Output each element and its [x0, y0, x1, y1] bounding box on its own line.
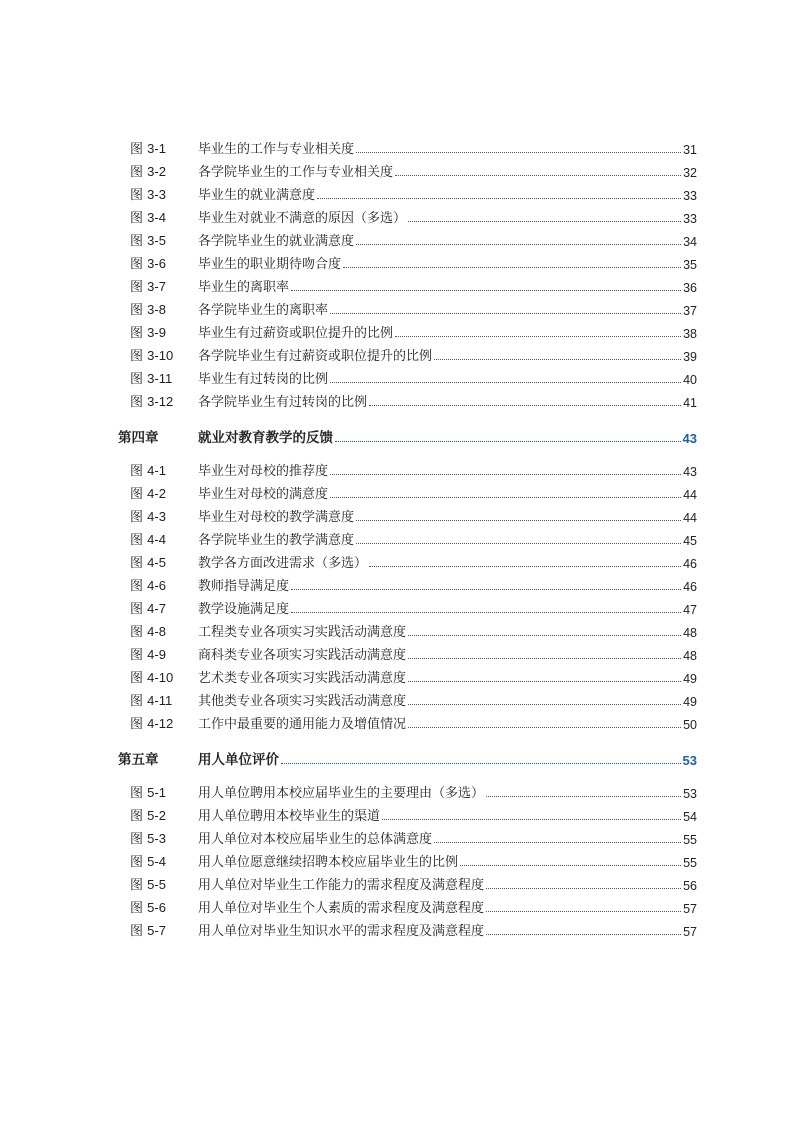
- dot-leader: [395, 175, 681, 176]
- figure-number: 3-10: [147, 348, 174, 363]
- dot-leader: [356, 152, 681, 153]
- figure-number: 5-1: [147, 785, 166, 800]
- figure-prefix: 图: [130, 809, 144, 824]
- figure-prefix: 图: [130, 395, 144, 410]
- toc-figure-entry[interactable]: [118, 341, 697, 364]
- figure-title: 用人单位聘用本校毕业生的渠道: [198, 809, 381, 824]
- figure-number: 3-12: [147, 394, 174, 409]
- figure-title: 用人单位对毕业生个人素质的需求程度及满意程度: [198, 901, 485, 916]
- figure-label: [118, 851, 198, 870]
- chapter-label: 第五章: [118, 752, 159, 768]
- dot-leader: [408, 221, 681, 222]
- figure-prefix: 图: [130, 510, 144, 525]
- figure-title: 各学院毕业生的离职率: [198, 303, 329, 318]
- figure-prefix: 图: [130, 487, 144, 502]
- figure-number: 3-11: [147, 371, 173, 386]
- page-number: 46: [683, 557, 697, 571]
- figure-prefix: 图: [130, 349, 144, 364]
- page-number: 54: [683, 810, 697, 824]
- figure-title: 用人单位对毕业生知识水平的需求程度及满意程度: [198, 924, 485, 939]
- figure-prefix: 图: [130, 257, 144, 272]
- figure-prefix: 图: [130, 694, 144, 709]
- figure-prefix: 图: [130, 648, 144, 663]
- toc-figure-entry[interactable]: [118, 686, 697, 709]
- page-number: 38: [683, 327, 697, 341]
- figure-title: 毕业生有过转岗的比例: [198, 372, 329, 387]
- page-number: 33: [683, 212, 697, 226]
- toc-figure-entry[interactable]: [118, 778, 697, 801]
- page-number: 56: [683, 879, 697, 893]
- dot-leader: [330, 382, 681, 383]
- toc-figure-entry[interactable]: [118, 571, 697, 594]
- figure-prefix: 图: [130, 832, 144, 847]
- figure-title: 毕业生对母校的教学满意度: [198, 510, 355, 525]
- figure-title: 其他类专业各项实习实践活动满意度: [198, 694, 407, 709]
- toc-figure-entry[interactable]: [118, 663, 697, 686]
- figure-prefix: 图: [130, 901, 144, 916]
- figure-number: 3-5: [147, 233, 166, 248]
- toc-figure-entry[interactable]: [118, 525, 697, 548]
- figure-title: 各学院毕业生的教学满意度: [198, 533, 355, 548]
- figure-label: [118, 161, 198, 180]
- figure-label: [118, 276, 198, 295]
- dot-leader: [291, 589, 681, 590]
- figure-label: [118, 184, 198, 203]
- figure-title: 各学院毕业生的就业满意度: [198, 234, 355, 249]
- page-number: 57: [683, 925, 697, 939]
- figure-title: 工程类专业各项实习实践活动满意度: [198, 625, 407, 640]
- figure-prefix: 图: [130, 579, 144, 594]
- figure-prefix: 图: [130, 372, 144, 387]
- figure-number: 3-6: [147, 256, 166, 271]
- page-number: 48: [683, 649, 697, 663]
- page-number: 31: [683, 143, 697, 157]
- figure-label: [118, 782, 198, 801]
- page-number: 46: [683, 580, 697, 594]
- figure-number: 5-7: [147, 923, 166, 938]
- dot-leader: [382, 819, 681, 820]
- toc-figure-entry[interactable]: [118, 709, 697, 732]
- page-number: 57: [683, 902, 697, 916]
- figure-label: [118, 897, 198, 916]
- figure-title: 用人单位愿意继续招聘本校应届毕业生的比例: [198, 855, 459, 870]
- toc-chapter-entry[interactable]: [118, 420, 697, 446]
- figure-title: 毕业生对母校的推荐度: [198, 464, 329, 479]
- figure-number: 4-1: [147, 463, 166, 478]
- figure-number: 4-10: [147, 670, 174, 685]
- figure-label: [118, 667, 198, 686]
- toc-figure-entry[interactable]: [118, 640, 697, 663]
- toc-figure-entry[interactable]: [118, 180, 697, 203]
- dot-leader: [395, 336, 681, 337]
- page-number: 43: [682, 431, 697, 446]
- chapter-label: 第四章: [118, 430, 159, 446]
- figure-prefix: 图: [130, 211, 144, 226]
- toc-figure-entry[interactable]: [118, 387, 697, 410]
- dot-leader: [434, 842, 681, 843]
- figure-number: 5-4: [147, 854, 166, 869]
- chapter-title: 用人单位评价: [198, 752, 279, 768]
- figure-number: 3-7: [147, 279, 166, 294]
- dot-leader: [434, 359, 681, 360]
- toc-figure-entry[interactable]: [118, 295, 697, 318]
- figure-number: 5-3: [147, 831, 166, 846]
- figure-title: 毕业生的就业满意度: [198, 188, 316, 203]
- dot-leader: [408, 658, 681, 659]
- figure-label: [118, 460, 198, 479]
- toc-figure-entry[interactable]: [118, 134, 697, 157]
- figure-number: 3-3: [147, 187, 166, 202]
- figure-number: 4-8: [147, 624, 166, 639]
- figure-label: [118, 552, 198, 571]
- chapter-title: 就业对教育教学的反馈: [198, 430, 333, 446]
- dot-leader: [460, 865, 681, 866]
- page-number: 40: [683, 373, 697, 387]
- toc-chapter-entry[interactable]: [118, 742, 697, 768]
- figure-label: [118, 391, 198, 410]
- figure-number: 4-7: [147, 601, 166, 616]
- figure-label: [118, 621, 198, 640]
- toc-figure-entry[interactable]: [118, 801, 697, 824]
- figure-label: [118, 506, 198, 525]
- figure-prefix: 图: [130, 234, 144, 249]
- dot-leader: [369, 405, 681, 406]
- page-number: 49: [683, 695, 697, 709]
- figure-number: 4-3: [147, 509, 166, 524]
- dot-leader: [408, 704, 681, 705]
- figure-number: 5-2: [147, 808, 166, 823]
- figure-title: 用人单位对本校应届毕业生的总体满意度: [198, 832, 433, 847]
- page-number: 34: [683, 235, 697, 249]
- figure-label: [118, 644, 198, 663]
- figure-number: 4-2: [147, 486, 166, 501]
- page-number: 55: [683, 833, 697, 847]
- dot-leader: [356, 520, 681, 521]
- figure-title: 毕业生对母校的满意度: [198, 487, 329, 502]
- page-number: 43: [683, 465, 697, 479]
- figure-title: 毕业生对就业不满意的原因（多选）: [198, 211, 407, 226]
- dot-leader: [330, 497, 681, 498]
- page-number: 47: [683, 603, 697, 617]
- page-number: 53: [682, 753, 697, 768]
- page-number: 44: [683, 511, 697, 525]
- figure-title: 用人单位聘用本校应届毕业生的主要理由（多选）: [198, 786, 485, 801]
- figure-title: 工作中最重要的通用能力及增值情况: [198, 717, 407, 732]
- figure-label: [118, 575, 198, 594]
- dot-leader: [356, 543, 681, 544]
- figure-number: 3-4: [147, 210, 166, 225]
- page-number: 35: [683, 258, 697, 272]
- dot-leader: [281, 763, 681, 764]
- figure-number: 4-4: [147, 532, 166, 547]
- toc-figure-entry[interactable]: [118, 479, 697, 502]
- figure-prefix: 图: [130, 671, 144, 686]
- toc-figure-entry[interactable]: [118, 203, 697, 226]
- dot-leader: [317, 198, 681, 199]
- figure-title: 毕业生的职业期待吻合度: [198, 257, 342, 272]
- figure-prefix: 图: [130, 280, 144, 295]
- toc-figure-entry[interactable]: [118, 847, 697, 870]
- figure-label: [118, 138, 198, 157]
- dot-leader: [486, 934, 681, 935]
- toc-figure-entry[interactable]: [118, 870, 697, 893]
- figure-label: [118, 253, 198, 272]
- figure-number: 3-8: [147, 302, 166, 317]
- page-number: 55: [683, 856, 697, 870]
- dot-leader: [356, 244, 681, 245]
- figure-number: 4-6: [147, 578, 166, 593]
- page-number: 45: [683, 534, 697, 548]
- page-number: 41: [683, 396, 697, 410]
- dot-leader: [291, 290, 681, 291]
- figure-prefix: 图: [130, 464, 144, 479]
- page-number: 50: [683, 718, 697, 732]
- figure-label: [118, 368, 198, 387]
- figure-number: 5-6: [147, 900, 166, 915]
- toc-figure-entry[interactable]: [118, 594, 697, 617]
- toc-figure-entry[interactable]: [118, 249, 697, 272]
- page-number: 48: [683, 626, 697, 640]
- figure-prefix: 图: [130, 924, 144, 939]
- dot-leader: [291, 612, 681, 613]
- toc-figure-entry[interactable]: [118, 364, 697, 387]
- toc-figure-entry[interactable]: [118, 226, 697, 249]
- figure-title: 毕业生的工作与专业相关度: [198, 142, 355, 157]
- figure-prefix: 图: [130, 326, 144, 341]
- figure-label: [118, 483, 198, 502]
- figure-number: 5-5: [147, 877, 166, 892]
- figure-prefix: 图: [130, 556, 144, 571]
- figure-label: [118, 874, 198, 893]
- figure-title: 各学院毕业生有过薪资或职位提升的比例: [198, 349, 433, 364]
- figure-label: [118, 345, 198, 364]
- toc-figure-entry[interactable]: [118, 548, 697, 571]
- figure-number: 4-11: [147, 693, 173, 708]
- figure-prefix: 图: [130, 142, 144, 157]
- figure-prefix: 图: [130, 855, 144, 870]
- dot-leader: [486, 911, 681, 912]
- figure-title: 教学各方面改进需求（多选）: [198, 556, 368, 571]
- dot-leader: [486, 888, 681, 889]
- toc-figure-entry[interactable]: [118, 617, 697, 640]
- figure-number: 4-12: [147, 716, 174, 731]
- figure-label: [118, 690, 198, 709]
- page-number: 39: [683, 350, 697, 364]
- page-number: 32: [683, 166, 697, 180]
- figure-title: 各学院毕业生有过转岗的比例: [198, 395, 368, 410]
- figure-label: [118, 713, 198, 732]
- dot-leader: [330, 313, 681, 314]
- figure-prefix: 图: [130, 165, 144, 180]
- toc-figure-entry[interactable]: [118, 318, 697, 341]
- dot-leader: [486, 796, 681, 797]
- dot-leader: [335, 441, 681, 442]
- figure-title: 商科类专业各项实习实践活动满意度: [198, 648, 407, 663]
- figure-number: 4-9: [147, 647, 166, 662]
- page-number: 37: [683, 304, 697, 318]
- toc-figure-entry[interactable]: [118, 502, 697, 525]
- page-number: 33: [683, 189, 697, 203]
- page-number: 53: [683, 787, 697, 801]
- dot-leader: [369, 566, 681, 567]
- dot-leader: [343, 267, 681, 268]
- page-number: 36: [683, 281, 697, 295]
- figure-label: [118, 322, 198, 341]
- figure-label: [118, 207, 198, 226]
- figure-title: 艺术类专业各项实习实践活动满意度: [198, 671, 407, 686]
- figure-prefix: 图: [130, 188, 144, 203]
- figure-title: 教学设施满足度: [198, 602, 290, 617]
- toc-figure-entry[interactable]: [118, 824, 697, 847]
- toc-figure-entry[interactable]: [118, 456, 697, 479]
- figure-label: [118, 598, 198, 617]
- dot-leader: [408, 681, 681, 682]
- page-number: 49: [683, 672, 697, 686]
- figure-number: 3-1: [147, 141, 166, 156]
- figure-number: 4-5: [147, 555, 166, 570]
- figure-title: 用人单位对毕业生工作能力的需求程度及满意程度: [198, 878, 485, 893]
- figure-prefix: 图: [130, 878, 144, 893]
- figure-prefix: 图: [130, 786, 144, 801]
- figure-label: [118, 920, 198, 939]
- figure-title: 毕业生的离职率: [198, 280, 290, 295]
- figure-title: 各学院毕业生的工作与专业相关度: [198, 165, 394, 180]
- figure-prefix: 图: [130, 625, 144, 640]
- figure-label: [118, 828, 198, 847]
- figure-prefix: 图: [130, 717, 144, 732]
- toc-figure-entry[interactable]: [118, 272, 697, 295]
- toc-figure-entry[interactable]: [118, 916, 697, 939]
- figure-number: 3-9: [147, 325, 166, 340]
- figure-label: [118, 529, 198, 548]
- figure-label: [118, 299, 198, 318]
- dot-leader: [330, 474, 681, 475]
- figure-prefix: 图: [130, 533, 144, 548]
- figure-prefix: 图: [130, 303, 144, 318]
- table-of-contents: [118, 134, 697, 939]
- figure-prefix: 图: [130, 602, 144, 617]
- dot-leader: [408, 635, 681, 636]
- figure-number: 3-2: [147, 164, 166, 179]
- page-number: 44: [683, 488, 697, 502]
- toc-figure-entry[interactable]: [118, 893, 697, 916]
- figure-title: 教师指导满足度: [198, 579, 290, 594]
- figure-label: [118, 805, 198, 824]
- figure-title: 毕业生有过薪资或职位提升的比例: [198, 326, 394, 341]
- toc-figure-entry[interactable]: [118, 157, 697, 180]
- figure-label: [118, 230, 198, 249]
- dot-leader: [408, 727, 681, 728]
